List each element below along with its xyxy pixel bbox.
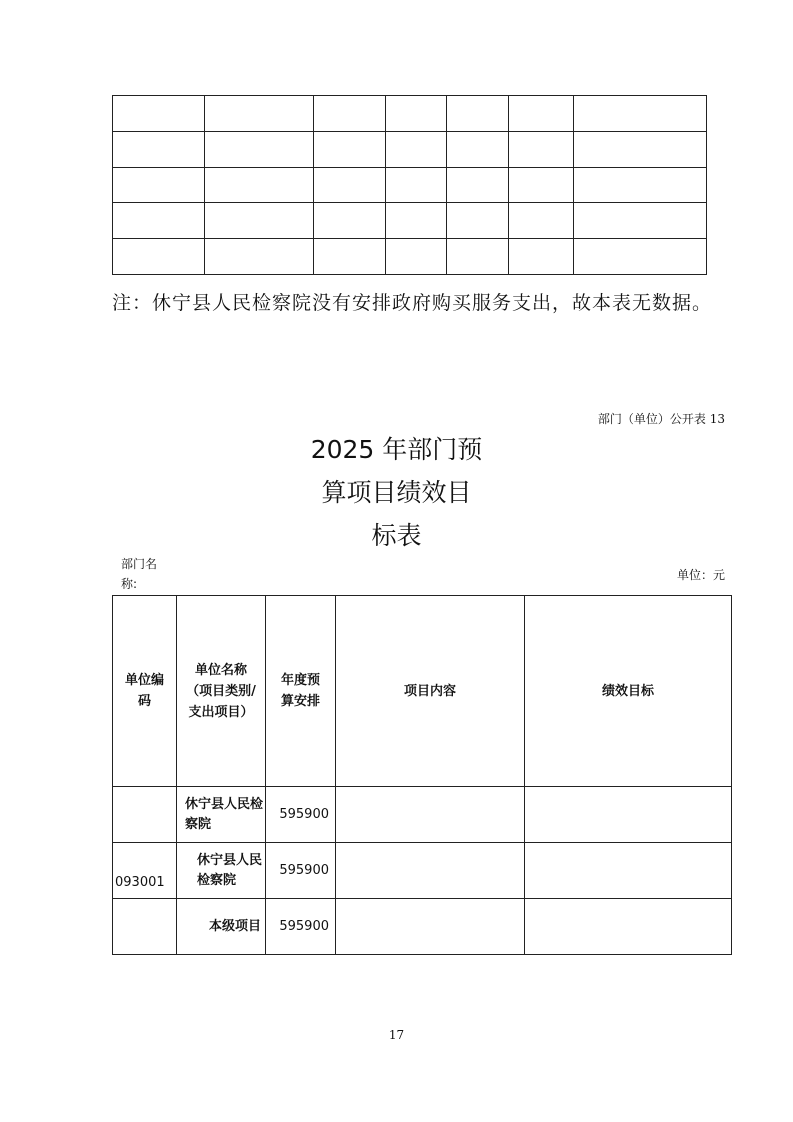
header-target: 绩效目标 (525, 596, 732, 787)
header-row (113, 596, 732, 787)
content-cell (336, 843, 525, 899)
table-row (113, 239, 707, 275)
empty-purchase-table (112, 95, 707, 275)
header-unit-code: 单位编码 (113, 596, 177, 787)
dept-label: 部门名称: (121, 557, 158, 591)
table-row (113, 899, 732, 955)
page-number: 17 (388, 1028, 405, 1042)
content-cell (336, 787, 525, 843)
page-title (0, 428, 793, 557)
unit-code-cell (113, 787, 177, 843)
unit-code-cell (113, 899, 177, 955)
performance-table (112, 595, 732, 955)
header-budget: 年度预算安排 (266, 596, 336, 787)
target-cell (525, 787, 732, 843)
target-cell (525, 899, 732, 955)
table-tag: 部门（单位）公开表 13 (597, 412, 725, 426)
table-row (113, 167, 707, 203)
target-cell (525, 843, 732, 899)
unit-label: 单位：元 (676, 568, 725, 582)
table-row (113, 96, 707, 132)
title-line: 标表 (371, 521, 422, 550)
unit-name-cell: 本级项目 (177, 899, 266, 955)
table-row (113, 843, 732, 899)
header-content: 项目内容 (336, 596, 525, 787)
table-row (113, 787, 732, 843)
unit-name-cell: 休宁县人民检察院 (177, 787, 266, 843)
budget-cell: 595900 (266, 787, 336, 843)
unit-code-cell: 093001 (113, 843, 177, 899)
budget-cell: 595900 (266, 843, 336, 899)
unit-name-cell: 休宁县人民检察院 (177, 843, 266, 899)
note-text: 注：休宁县人民检察院没有安排政府购买服务支出，故本表无数据。 (112, 292, 713, 314)
content-cell (336, 899, 525, 955)
title-line: 2025 年部门预 (310, 435, 483, 464)
budget-cell: 595900 (266, 899, 336, 955)
table-row (113, 131, 707, 167)
table-row (113, 203, 707, 239)
header-unit-name: 单位名称（项目类别/支出项目） (177, 596, 266, 787)
title-line: 算项目绩效目 (321, 478, 472, 507)
